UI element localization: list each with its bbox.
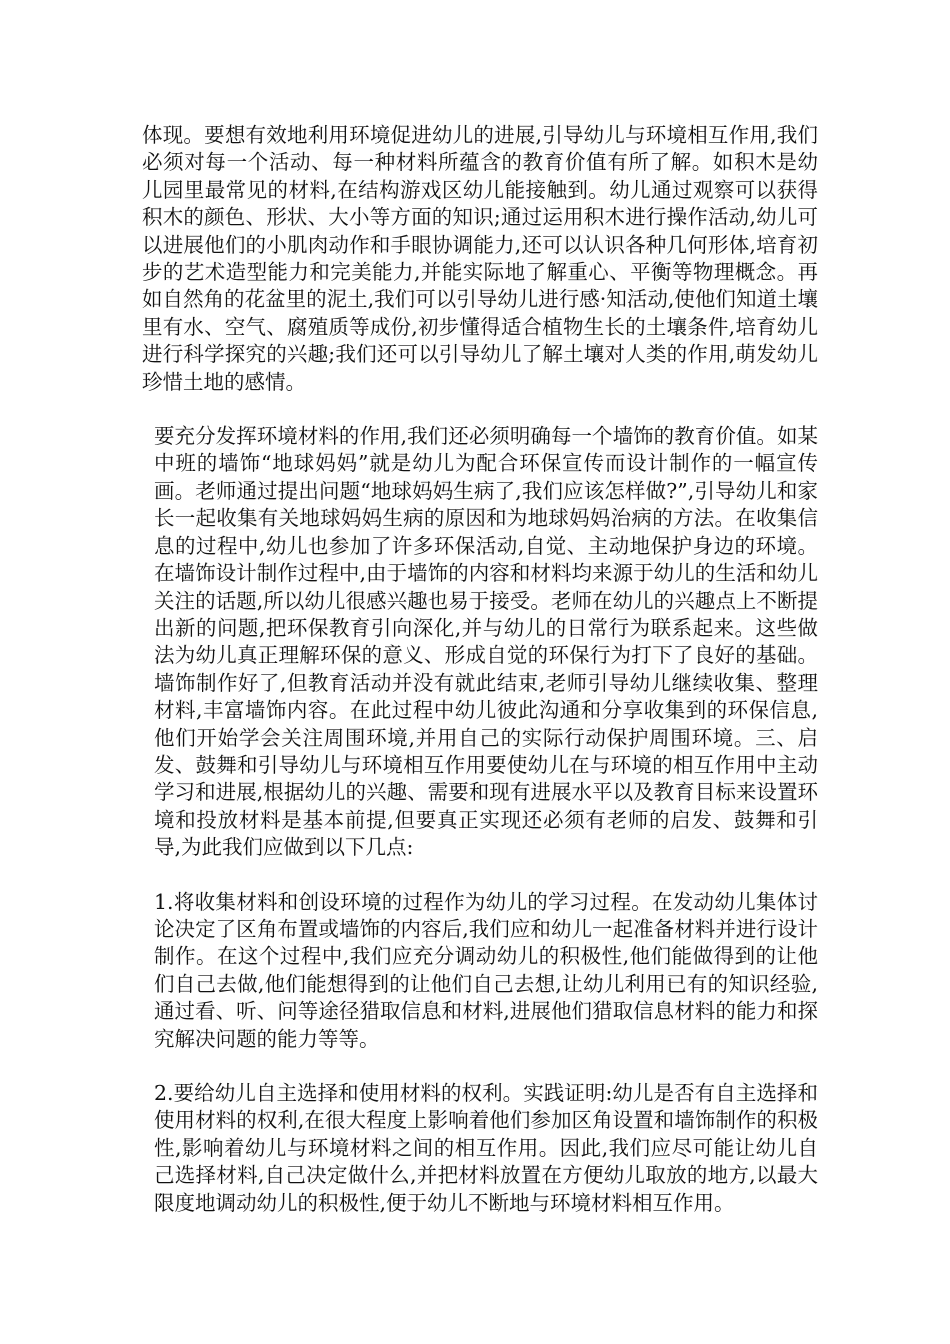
paragraph-continuation: 体现。要想有效地利用环境促进幼儿的进展,引导幼儿与环境相互作用,我们必须对每一个活动、每一种材料所蕴含的教育价值有所了解。如积木是幼儿园里最常见的材料,在结构游戏区幼儿能接触到。幼儿通过观察可以获得积木的颜色、形状、大小等方面的知识;通过运用积木进行操作活动,幼儿可以进展他们的小肌肉动作和手眼协调能力,还可以认识各种几何形体,培育初步的艺术造型能力和完美能力,并能实际地了解重心、平衡等物理概念。再如自然角的花盆里的泥土,我们可以引导幼儿进行感·知活动,使他们知道土壤里有水、空气、腐殖质等成份,初步懂得适合植物生长的土壤条件,培育幼儿进行科学探究的兴趣;我们还可以引导幼儿了解土壤对人类的作用,萌发幼儿珍惜土地的感情。	[142, 123, 818, 394]
paragraph-wall-decoration: 要充分发挥环境材料的作用,我们还必须明确每一个墙饰的教育价值。如某中班的墙饰“地球妈妈”就是幼儿为配合环保宣传而设计制作的一幅宣传画。老师通过提出问题“地球妈妈生病了,我们应该怎样做?”,引导幼儿和家长一起收集有关地球妈妈生病的原因和为地球妈妈治病的方法。在收集信息的过程中,幼儿也参加了许多环保活动,自觉、主动地保护身边的环境。在墙饰设计制作过程中,由于墙饰的内容和材料均来源于幼儿的生活和幼儿关注的话题,所以幼儿很感兴趣也易于接受。老师在幼儿的兴趣点上不断提出新的问题,把环保教育引向深化,并与幼儿的日常行为联系起来。这些做法为幼儿真正理解环保的意义、形成自觉的环保行为打下了良好的基础。墙饰制作好了,但教育活动并没有就此结束,老师引导幼儿继续收集、整理材料,丰富墙饰内容。在此过程中幼儿彼此沟通和分享收集到的环保信息,他们开始学会关注周围环境,并用自己的实际行动保护周围环境。三、启发、鼓舞和引导幼儿与环境相互作用要使幼儿在与环境的相互作用中主动学习和进展,根据幼儿的兴趣、需要和现有进展水平以及教育目标来设置环境和投放材料是基本前提,但要真正实现还必须有老师的启发、鼓舞和引导,为此我们应做到以下几点:	[154, 424, 818, 860]
paragraph-point-2: 2.要给幼儿自主选择和使用材料的权利。实践证明:幼儿是否有自主选择和使用材料的权利,在很大程度上影响着他们参加区角设置和墙饰制作的积极性,影响着幼儿与环境材料之间的相互作用。因此,我们应尽可能让幼儿自己选择材料,自己决定做什么,并把材料放置在方便幼儿取放的地方,以最大限度地调动幼儿的积极性,便于幼儿不断地与环境材料相互作用。	[154, 1081, 818, 1215]
paragraph-point-1: 1.将收集材料和创设环境的过程作为幼儿的学习过程。在发动幼儿集体讨论决定了区角布置或墙饰的内容后,我们应和幼儿一起准备材料并进行设计制作。在这个过程中,我们应充分调动幼儿的积极性,他们能做得到的让他们自己去做,他们能想得到的让他们自己去想,让幼儿利用已有的知识经验,通过看、听、问等途径猎取信息和材料,进展他们猎取信息材料的能力和探究解决问题的能力等等。	[154, 889, 818, 1051]
document-page	[142, 122, 818, 1217]
